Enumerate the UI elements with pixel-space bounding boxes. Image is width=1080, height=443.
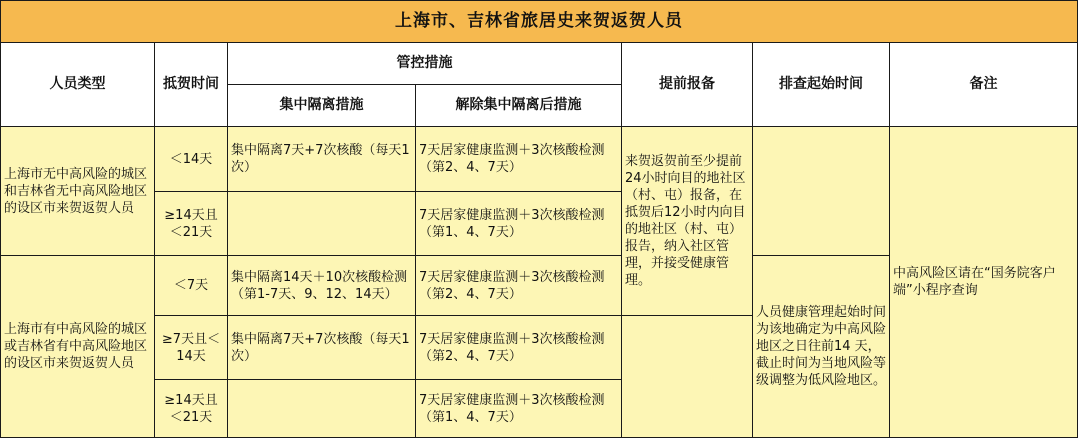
after-isolation-cell: 7天居家健康监测＋3次核酸检测（第2、4、7天） — [416, 256, 622, 316]
header-central-isolation: 集中隔离措施 — [228, 85, 416, 127]
arrival-time-cell: ≥7天且＜14天 — [155, 316, 228, 380]
after-isolation-cell: 7天居家健康监测＋3次核酸检测（第2、4、7天） — [416, 127, 622, 192]
arrival-time-cell: ＜7天 — [155, 256, 228, 316]
advance-report-cell: 来贺返贺前至少提前24小时向目的地社区（村、屯）报备，在抵贺后12小时内向目的地社区（村、屯）报告，纳入社区管理，并接受健康管理。 — [622, 127, 753, 316]
after-isolation-cell: 7天居家健康监测＋3次核酸检测（第1、4、7天） — [416, 380, 622, 438]
header-after-isolation: 解除集中隔离后措施 — [416, 85, 622, 127]
check-start-cell: 人员健康管理起始时间为该地确定为中高风险地区之日往前14 天，截止时间为当地风险等级调整为低风险地区。 — [753, 256, 890, 438]
header-arrival-time: 抵贺时间 — [155, 43, 228, 127]
header-person-type: 人员类型 — [1, 43, 155, 127]
after-isolation-cell: 7天居家健康监测＋3次核酸检测（第2、4、7天） — [416, 316, 622, 380]
table-title: 上海市、吉林省旅居史来贺返贺人员 — [1, 1, 1078, 43]
isolation-cell: 集中隔离7天+7次核酸（每天1次） — [228, 127, 416, 192]
header-control-measures: 管控措施 — [228, 43, 622, 85]
arrival-time-cell: ≥14天且＜21天 — [155, 380, 228, 438]
header-remarks: 备注 — [890, 43, 1078, 127]
arrival-time-cell: ≥14天且＜21天 — [155, 192, 228, 256]
person-type-high-risk: 上海市有中高风险的城区或吉林省有中高风险地区的设区市来贺返贺人员 — [1, 256, 155, 438]
isolation-cell — [228, 380, 416, 438]
isolation-cell — [228, 192, 416, 256]
arrival-time-cell: ＜14天 — [155, 127, 228, 192]
remarks-cell: 中高风险区请在“国务院客户端”小程序查询 — [890, 127, 1078, 438]
isolation-cell: 集中隔离7天+7次核酸（每天1次） — [228, 316, 416, 380]
after-isolation-cell: 7天居家健康监测＋3次核酸检测（第1、4、7天） — [416, 192, 622, 256]
check-start-empty-cell — [753, 127, 890, 256]
header-check-start-time: 排查起始时间 — [753, 43, 890, 127]
person-type-low-risk: 上海市无中高风险的城区和吉林省无中高风险地区的设区市来贺返贺人员 — [1, 127, 155, 256]
isolation-cell: 集中隔离14天＋10次核酸检测（第1-7天、9、12、14天） — [228, 256, 416, 316]
header-advance-report: 提前报备 — [622, 43, 753, 127]
advance-report-empty-cell — [622, 316, 753, 438]
